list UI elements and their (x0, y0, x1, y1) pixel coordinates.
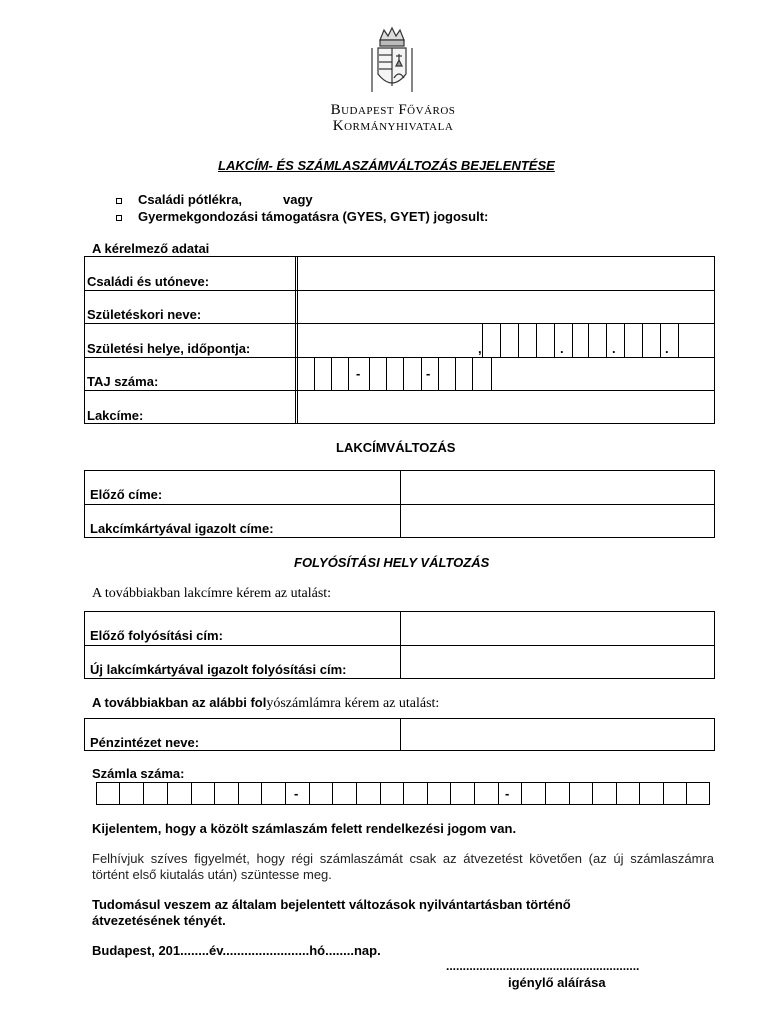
declaration-text: Kijelentem, hogy a közölt számlaszám felett rendelkezési jogom van. (92, 821, 517, 836)
account-intro-rest: yószámlámra kérem az utalást: (266, 696, 440, 711)
address-field[interactable] (299, 391, 714, 423)
previous-payment-address-label: Előző folyósítási cím: (90, 628, 223, 643)
birthplace-label: Születési helye, időpontja: (87, 341, 251, 356)
birth-date-dot: . (665, 341, 669, 356)
account-dash: - (505, 786, 510, 801)
account-intro (92, 694, 439, 712)
form-title: LAKCÍM- ÉS SZÁMLASZÁMVÁLTOZÁS BEJELENTÉSE (218, 158, 555, 173)
bank-name-field[interactable] (402, 719, 714, 750)
account-dash: - (294, 786, 299, 801)
applicant-heading: A kérelmező adatai (92, 241, 210, 256)
address-label: Lakcíme: (87, 408, 144, 423)
taj-dash: - (356, 366, 361, 381)
account-intro-bold: A továbbiakban az alábbi fol (92, 695, 267, 710)
col-line (400, 718, 401, 751)
family-allowance-label: Családi pótlékra, (138, 192, 243, 207)
previous-payment-address-field[interactable] (402, 612, 714, 644)
date-line: Budapest, 201........év........................hó........nap. (92, 943, 381, 958)
address-change-heading: LAKCÍMVÁLTOZÁS (336, 440, 456, 455)
new-payment-address-field[interactable] (402, 646, 714, 678)
birth-date-dot: . (612, 341, 616, 356)
office-name-line2: Kormányhivatala (332, 118, 454, 134)
name-label: Családi és utóneve: (87, 274, 210, 289)
payment-place-intro: A továbbiakban lakcímre kérem az utalást: (92, 586, 332, 601)
notice-text: Felhívjuk szíves figyelmét, hogy régi számlaszámát csak az átvezetést követően (az új számlaszámra történt első kiutalás után) szüntesse meg. (92, 851, 714, 882)
birth-date-dot: . (560, 341, 564, 356)
taj-number-boxes[interactable] (298, 357, 494, 390)
childcare-support-label: Gyermekgondozási támogatásra (GYES, GYET) jogosult: (138, 209, 489, 224)
taj-label: TAJ száma: (87, 374, 159, 389)
previous-address-label: Előző címe: (90, 487, 163, 502)
birthname-label: Születéskori neve: (87, 307, 202, 322)
office-name-line1: Budapest Főváros (330, 102, 456, 118)
coat-of-arms-logo (370, 26, 414, 98)
bank-name-label: Pénzintézet neve: (90, 735, 200, 750)
birth-date-boxes[interactable] (482, 323, 715, 357)
birthplace-field[interactable] (299, 324, 479, 356)
payment-place-heading: FOLYÓSÍTÁSI HELY VÁLTOZÁS (294, 555, 490, 570)
new-address-label: Lakcímkártyával igazolt címe: (90, 521, 274, 536)
childcare-support-checkbox[interactable] (116, 215, 122, 221)
new-payment-address-label: Új lakcímkártyával igazolt folyósítási cím: (90, 662, 347, 677)
account-number-boxes[interactable] (96, 782, 710, 805)
acknowledge-text: Tudomásul veszem az általam bejelentett változások nyilvántartásban történő átvezetésének tényét. (92, 897, 571, 928)
or-label: vagy (283, 192, 313, 207)
family-allowance-checkbox[interactable] (116, 198, 122, 204)
signature-label: igénylő aláírása (508, 975, 606, 990)
applicant-divider (295, 256, 298, 424)
birth-comma: , (478, 341, 482, 356)
new-address-field[interactable] (402, 505, 714, 537)
account-number-label: Számla száma: (92, 766, 185, 781)
birthname-field[interactable] (299, 291, 714, 322)
previous-address-field[interactable] (402, 471, 714, 503)
name-field[interactable] (299, 257, 714, 289)
taj-dash: - (426, 366, 431, 381)
signature-line: .......................................................... (446, 959, 640, 973)
